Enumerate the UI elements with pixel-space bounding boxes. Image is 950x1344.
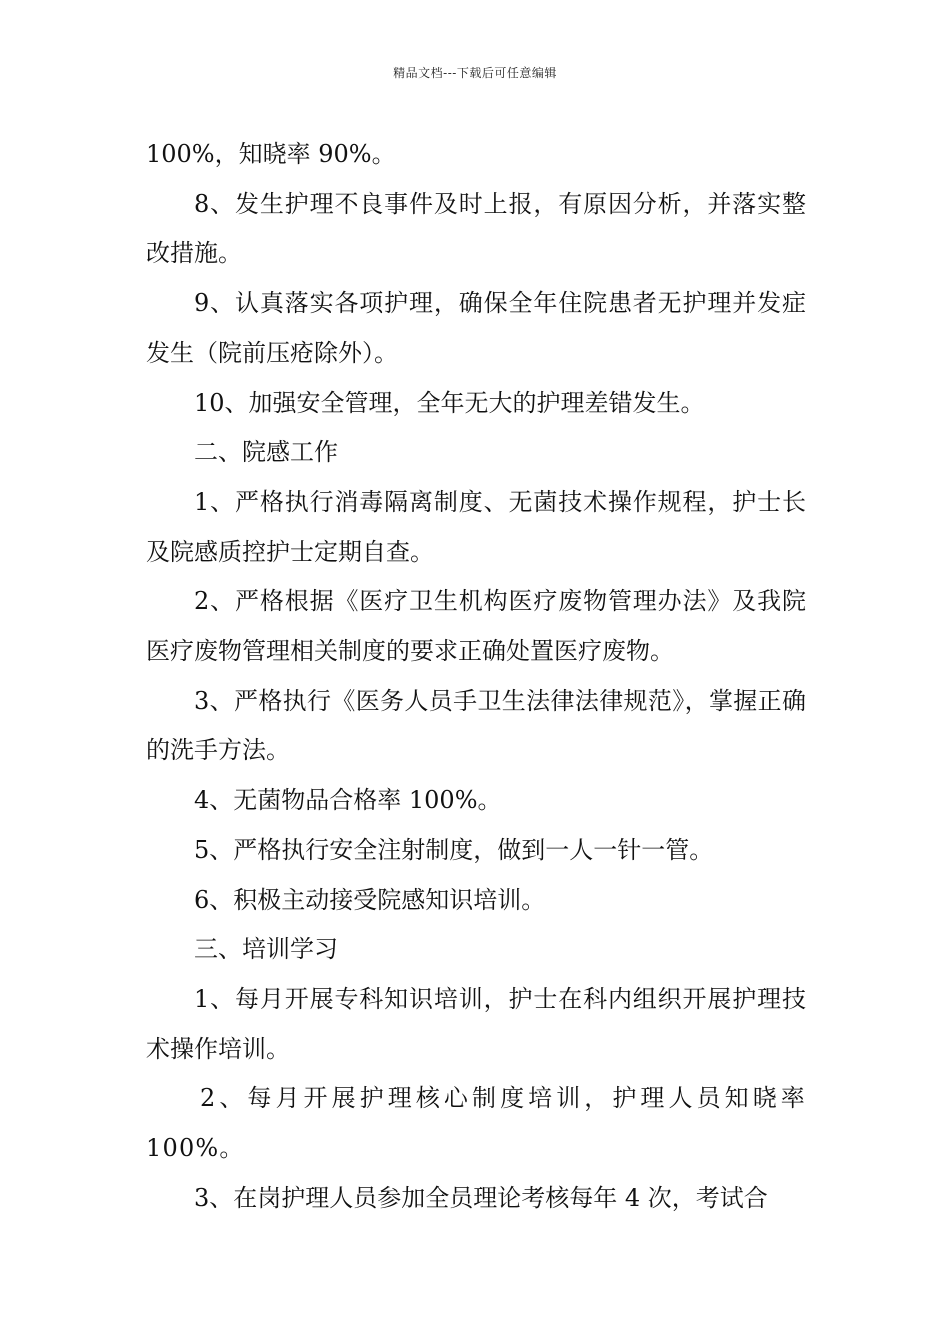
paragraph-training-item-3: 3、在岗护理人员参加全员理论考核每年 4 次，考试合 [194, 1183, 768, 1212]
paragraph-infection-item-1: 1、严格执行消毒隔离制度、无菌技术操作规程，护士长及院感质控护士定期自查。 [146, 487, 806, 566]
paragraph-infection-item-3: 3、严格执行《医务人员手卫生法律法律规范》，掌握正确的洗手方法。 [146, 686, 806, 765]
paragraph-infection-item-6: 6、积极主动接受院感知识培训。 [194, 885, 546, 914]
section-heading-training: 三、培训学习 [194, 935, 338, 964]
paragraph-training-item-2: 2、每月开展护理核心制度培训，护理人员知晓率100%。 [146, 1084, 806, 1163]
paragraph-training-item-1: 1、每月开展专科知识培训，护士在科内组织开展护理技术操作培训。 [146, 984, 806, 1063]
paragraph-item-10: 10、加强安全管理，全年无大的护理差错发生。 [194, 388, 705, 417]
page-header: 精品文档---下载后可任意编辑 [393, 66, 557, 80]
paragraph-infection-item-4: 4、无菌物品合格率 100%。 [194, 786, 502, 815]
document-body [146, 130, 806, 1223]
paragraph-infection-item-5: 5、严格执行安全注射制度，做到一人一针一管。 [194, 835, 714, 864]
section-heading-infection-control: 二、院感工作 [194, 438, 338, 467]
paragraph-item-8: 8、发生护理不良事件及时上报，有原因分析，并落实整改措施。 [146, 189, 806, 268]
paragraph-infection-item-2: 2、严格根据《医疗卫生机构医疗废物管理办法》及我院医疗废物管理相关制度的要求正确处置医疗废物。 [146, 587, 806, 666]
paragraph-continuation: 100%，知晓率 90%。 [146, 140, 396, 168]
paragraph-item-9: 9、认真落实各项护理，确保全年住院患者无护理并发症发生（院前压疮除外）。 [146, 289, 806, 367]
